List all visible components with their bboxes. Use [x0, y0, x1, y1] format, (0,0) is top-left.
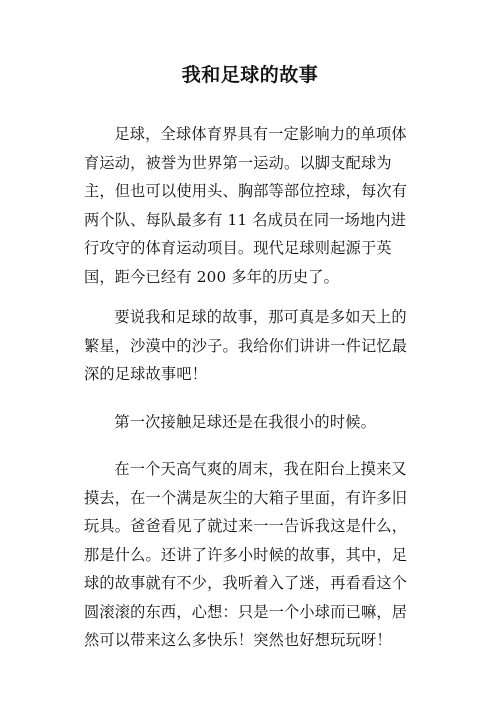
document-title: 我和足球的故事: [181, 64, 319, 86]
paragraph-weekend-memory: 在一个天高气爽的周末，我在阳台上摸来又摸去，在一个满是灰尘的大箱子里面，有许多旧玩具。爸爸看见了就过来一一告诉我这是什么，那是什么。还讲了许多小时候的故事，其中，足球的故事就有不少，我听着入了迷，再看看这个圆滚滚的东西，心想：只是一个小球而已嘛，居然可以带来这么多快乐！突然也好想玩玩呀！: [84, 460, 408, 649]
paragraph-story-opening: 要说我和足球的故事，那可真是多如天上的繁星，沙漠中的沙子。我给你们讲讲一件记忆最深的足球故事吧！: [84, 308, 408, 383]
paragraph-intro: 足球，全球体育界具有一定影响力的单项体育运动，被誉为世界第一运动。以脚支配球为主，但也可以使用头、胸部等部位控球，每次有两个队、每队最多有 11 名成员在同一场地内进行攻守的体育运动项目。现代足球则起源于英国，距今已经有 200 多年的历史了。: [84, 125, 408, 286]
paragraph-first-contact: 第一次接触足球还是在我很小的时候。: [114, 413, 376, 431]
